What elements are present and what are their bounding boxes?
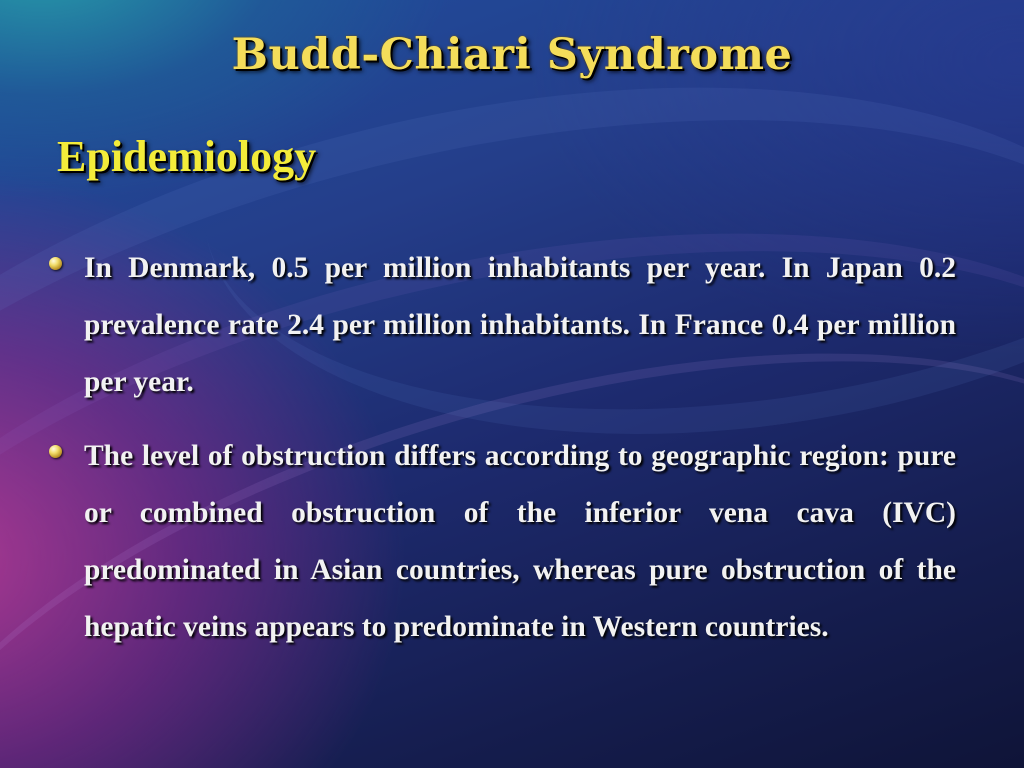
slide-title: Budd-Chiari Syndrome — [231, 30, 793, 80]
slide-subtitle: Epidemiology — [57, 132, 317, 181]
bullet-item — [48, 428, 956, 656]
gold-bullet-icon — [49, 257, 62, 270]
bullet-text: The level of obstruction differs according to geographic region: pure or combined obstruction of the inferior vena cava (IVC) predominated in Asian countries, whereas pure obstruction of the hepatic veins appears to predominate in Western countries. — [84, 440, 956, 643]
bullet-text: In Denmark, 0.5 per million inhabitants per year. In Japan 0.2 prevalence rate 2.4 per million inhabitants. In France 0.4 per million per year. — [84, 252, 956, 398]
gold-bullet-icon — [49, 445, 62, 458]
bullet-item — [48, 240, 956, 411]
bullet-list — [48, 240, 956, 673]
